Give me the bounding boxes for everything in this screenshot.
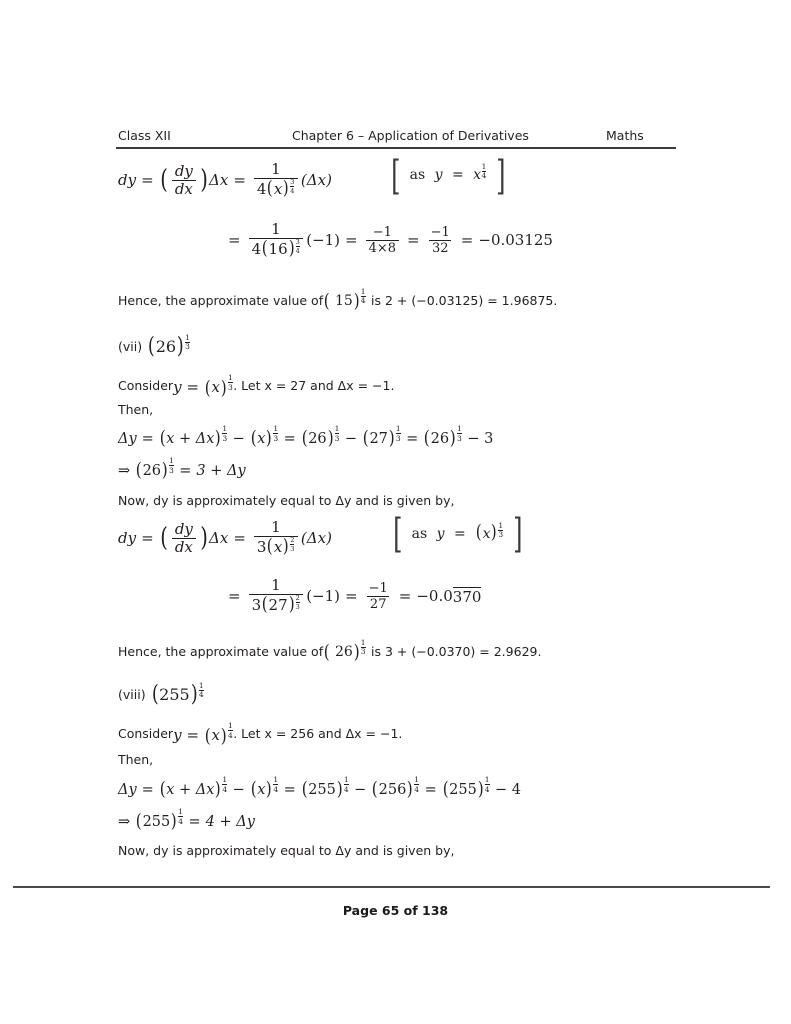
- header-divider: [116, 147, 676, 149]
- consider-vii-eq: =: [186, 378, 200, 396]
- bracket-exp-den-2: 3: [498, 530, 504, 540]
- bracket-content-2: as y = (x) $\frac{1}{3}$: [411, 520, 504, 544]
- bracket-base-2: x: [482, 526, 491, 543]
- eq2-f3-den: 32: [429, 240, 452, 255]
- eq2-f2-den: 4×8: [366, 240, 399, 255]
- eq3-tail: (Δx): [300, 529, 332, 547]
- consider-vii-expression: y = ( x ) $\frac{1}{3}$: [173, 373, 233, 399]
- eq1-tail: (Δx): [300, 171, 332, 189]
- dyv-t5-den: 3: [457, 433, 462, 443]
- eq1-frac-num: 1: [271, 160, 281, 178]
- consider-viii-suffix: . Let x = 256 and Δx = −1.: [233, 726, 403, 741]
- item-vii-exp-num: 1: [185, 332, 190, 342]
- dyv-minus-2: −: [344, 430, 358, 447]
- eq4-frac-den: 3(27) $\frac{2}{3}$: [249, 594, 304, 614]
- bracket-exp-num-1: 1: [481, 161, 487, 171]
- eq3-dydx-num: dy: [174, 519, 193, 538]
- impv-exp-num: 1: [168, 456, 174, 465]
- dyv-eq-3: =: [406, 430, 419, 447]
- dyw-t4-den: 4: [414, 784, 420, 794]
- dyw-minus-2: −: [354, 781, 367, 798]
- consider-viii-prefix: Consider: [118, 726, 174, 741]
- paren-close: ): [200, 522, 208, 553]
- dyv-t3-base: 26: [308, 430, 327, 447]
- bracket-left: [: [391, 153, 401, 199]
- eq2-den-coef: 4: [251, 240, 262, 258]
- hence1-suffix: is 2 + (−0.03125) = 1.96875.: [371, 293, 558, 309]
- bracket-right: ]: [512, 511, 523, 557]
- hence2-exp-num: 1: [360, 637, 366, 647]
- hence2-expression: ( 26 ) $\frac{1}{3}$: [323, 637, 366, 664]
- eq4-main-fraction: [249, 578, 304, 614]
- eq4-equals-2: =: [345, 587, 358, 605]
- consider-viii-expression: y = ( x ) $\frac{1}{4}$: [173, 721, 233, 747]
- eq3-frac-num: 1: [271, 518, 281, 536]
- eq2-den-base: 16: [268, 240, 288, 258]
- eq4-exp-num: 2: [295, 594, 300, 602]
- hence2-suffix: is 3 + (−0.0370) = 2.9629.: [371, 644, 542, 660]
- bracket-right: ]: [495, 153, 506, 199]
- eq2-exp-num: 3: [295, 238, 300, 246]
- then-label-2: Then,: [118, 752, 154, 767]
- delta-y-equation-vii: Δy = ( x + Δx ) $\frac{1}{3}$ − ( x ) $\frac{1}{3}$ = ( 26 ) $\frac{1}{3}$ − ( 27 ) $\frac{1}{3}$ = ( 26 ) $\frac{1}{3}$ − 3: [118, 424, 494, 450]
- eq2-equals: =: [228, 231, 241, 249]
- paren-close: ): [200, 164, 208, 195]
- dyv-minus-1: −: [232, 430, 245, 447]
- eq2-fraction-3: [428, 226, 453, 255]
- eq4-den-coef: 3: [251, 596, 262, 614]
- impw-exp-den: 4: [178, 816, 183, 826]
- dyw-t5-num: 1: [484, 775, 490, 784]
- equation-dy-quarter: [118, 162, 332, 198]
- eq2-equals-3: =: [407, 231, 420, 249]
- eq2-equals-4: =: [460, 231, 474, 249]
- eq2-exp-den: 4: [295, 246, 300, 255]
- bracket-as-1: as: [409, 167, 426, 184]
- dyv-t4-den: 3: [395, 433, 401, 443]
- eq4-den-base: 27: [268, 596, 288, 614]
- eq1-frac-den: 4(x) $\frac{3}{4}$: [254, 178, 298, 198]
- item-viii-base: 255: [159, 685, 190, 704]
- dyv-delta-y: Δy: [118, 430, 137, 447]
- eq4-exp-den: 3: [295, 602, 300, 611]
- hence2-exp-den: 3: [360, 647, 366, 657]
- dyw-t3-base: 255: [308, 781, 336, 798]
- eq2-result: −0.03125: [478, 231, 553, 249]
- eq1-exp-den: 4: [290, 186, 295, 195]
- bracket-exp-num-2: 1: [498, 520, 504, 530]
- dyw-t3-num: 1: [343, 775, 349, 784]
- item-viii: [118, 680, 204, 708]
- dyw-tail: − 4: [495, 781, 522, 798]
- consider-vii-suffix: . Let x = 27 and Δx = −1.: [233, 378, 395, 393]
- eq1-derivative-group: [159, 161, 209, 198]
- consider-viii-eq: =: [186, 726, 200, 744]
- bracket-note-1: [388, 153, 508, 199]
- implies-equation-vii: ⇒ ( 26 ) $\frac{1}{3}$ = 3 + Δy: [118, 456, 246, 482]
- dyv-tail: − 3: [467, 430, 494, 447]
- consider-vii-prefix: Consider: [118, 378, 174, 393]
- dyv-eq-2: =: [283, 430, 296, 447]
- eq2-multiplier: (−1): [306, 231, 341, 249]
- eq2-f2-num: −1: [372, 224, 392, 240]
- dyw-t2-den: 4: [273, 784, 279, 794]
- consider-viii-exp-num: 1: [227, 721, 233, 731]
- consider-line-vii: [118, 373, 395, 399]
- eq4-fraction-2: [366, 582, 391, 611]
- eq4-frac-num: 1: [271, 576, 281, 594]
- hence2-prefix: Hence, the approximate value of: [118, 644, 324, 660]
- impv-rhs: 3 + Δy: [196, 462, 246, 479]
- eq3-den-coef: 3: [256, 538, 267, 556]
- eq4-equals-3: =: [398, 587, 412, 605]
- dyv-t2-base: x: [257, 430, 266, 447]
- eq2-equals-2: =: [345, 231, 358, 249]
- eq3-equals: =: [141, 529, 154, 547]
- impv-base: 26: [142, 462, 162, 479]
- dyv-t3-den: 3: [334, 433, 340, 443]
- eq3-dy: dy: [118, 529, 137, 547]
- bracket-base-1: x: [473, 167, 482, 184]
- impv-exp-den: 3: [168, 465, 174, 475]
- hence1-base: 15: [334, 293, 353, 309]
- dyv-t3-num: 1: [334, 424, 340, 433]
- bracket-as-2: as: [411, 526, 428, 543]
- eq1-exp-num: 3: [290, 178, 295, 186]
- eq2-frac-den: 4(16) $\frac{3}{4}$: [249, 238, 304, 258]
- bracket-exp-den-1: 4: [481, 171, 487, 181]
- consider-vii-y: y: [173, 378, 182, 396]
- dyw-t2-base: x: [257, 781, 266, 798]
- eq1-dydx: [172, 161, 196, 198]
- bracket-group-1: [388, 153, 508, 199]
- consider-vii-exp-den: 3: [227, 382, 233, 392]
- eq2-main-fraction: [249, 222, 304, 258]
- impw-base: 255: [142, 813, 171, 830]
- bracket-note-2: [390, 511, 525, 557]
- equation-dy-third: [118, 520, 332, 556]
- eq3-dydx-den: dx: [172, 538, 196, 555]
- now-line-2: Now, dy is approximately equal to Δy and is given by,: [118, 843, 455, 858]
- eq3-derivative-group: [159, 519, 209, 556]
- footer-divider: [13, 886, 770, 888]
- item-viii-exp-den: 4: [198, 690, 204, 700]
- dyw-t1-base: x + Δx: [166, 781, 215, 798]
- item-viii-label: (viii): [118, 687, 146, 703]
- eq3-main-fraction: [254, 520, 298, 556]
- eq4-result-prefix: −0.0: [416, 587, 453, 605]
- delta-y-equation-viii: Δy = ( x + Δx ) $\frac{1}{4}$ − ( x ) $\frac{1}{4}$ = ( 255 ) $\frac{1}{4}$ − ( 256 ) $\frac{1}{4}$ = ( 255 ) $\frac{1}{4}$ − 4: [118, 775, 522, 801]
- dyw-eq-2: =: [283, 781, 296, 798]
- dyv-t5-num: 1: [457, 424, 462, 433]
- dyv-t1-den: 3: [222, 433, 228, 443]
- dyv-t2-num: 1: [273, 424, 279, 433]
- impw-eq: =: [188, 813, 201, 830]
- bracket-left: [: [393, 511, 403, 557]
- consider-vii-exp-num: 1: [227, 373, 233, 383]
- item-vii-expression: ( 26 ) $\frac{1}{3}$: [147, 332, 190, 360]
- dyw-t1-den: 4: [222, 784, 228, 794]
- dyw-t1-num: 1: [222, 775, 228, 784]
- dyv-t1-num: 1: [222, 424, 228, 433]
- eq3-frac-den: 3(x) $\frac{2}{3}$: [254, 536, 298, 556]
- eq1-equals-2: =: [233, 171, 246, 189]
- hence1-exp-num: 1: [360, 286, 366, 296]
- dyw-t5-den: 4: [484, 784, 490, 794]
- equation-evaluate-third: [228, 578, 481, 614]
- dyw-t2-num: 1: [273, 775, 279, 784]
- eq3-equals-2: =: [233, 529, 246, 547]
- eq1-main-fraction: [254, 162, 298, 198]
- consider-vii-base: x: [211, 378, 221, 396]
- eq3-dydx: [172, 519, 196, 556]
- eq4-repeating-digits: 370: [452, 587, 482, 606]
- dyw-minus-1: −: [232, 781, 245, 798]
- dyw-eq-1: =: [141, 781, 154, 798]
- eq2-frac-num: 1: [271, 220, 281, 238]
- impw-rhs: 4 + Δy: [205, 813, 255, 830]
- then-label-1: Then,: [118, 402, 154, 417]
- consider-viii-y: y: [173, 726, 182, 744]
- page-number: Page 65 of 138: [342, 903, 449, 918]
- hence1-prefix: Hence, the approximate value of: [118, 293, 324, 309]
- bracket-y-2: y: [436, 526, 445, 543]
- implies-equation-viii: ⇒ ( 255 ) $\frac{1}{4}$ = 4 + Δy: [118, 807, 255, 833]
- impw-exp-num: 1: [178, 807, 183, 816]
- bracket-y-1: y: [434, 167, 443, 184]
- hence-line-1: [118, 286, 558, 313]
- eq3-exp-num: 2: [290, 536, 295, 544]
- dyw-t3-den: 4: [343, 784, 349, 794]
- bracket-eq-1: =: [451, 167, 464, 184]
- now-line-1: Now, dy is approximately equal to Δy and is given by,: [118, 493, 455, 508]
- item-vii-label: (vii): [118, 339, 143, 355]
- hence1-exp-den: 4: [360, 296, 366, 306]
- item-viii-expression: ( 255 ) $\frac{1}{4}$: [151, 680, 204, 708]
- page-header: [118, 128, 676, 143]
- item-vii: [118, 332, 190, 360]
- dyv-t4-num: 1: [395, 424, 401, 433]
- equation-evaluate-quarter: [228, 222, 553, 258]
- dyv-t5-base: 26: [430, 430, 450, 447]
- eq1-den-base: x: [273, 180, 283, 198]
- header-chapter: Chapter 6 – Application of Derivatives: [292, 128, 529, 143]
- paren-open: (: [159, 522, 168, 553]
- eq4-f2-num: −1: [368, 580, 388, 596]
- header-subject: Maths: [606, 128, 644, 143]
- dyw-eq-3: =: [424, 781, 437, 798]
- eq4-equals: =: [228, 587, 241, 605]
- eq1-dydx-num: dy: [174, 161, 193, 180]
- eq3-den-base: x: [273, 538, 283, 556]
- dyw-t4-num: 1: [414, 775, 420, 784]
- consider-viii-base: x: [211, 726, 221, 744]
- eq4-multiplier: (−1): [306, 587, 341, 605]
- eq1-equals: =: [141, 171, 154, 189]
- dyv-t4-base: 27: [369, 430, 388, 447]
- eq1-dydx-den: dx: [172, 180, 196, 197]
- header-class: Class XII: [118, 128, 171, 143]
- consider-line-viii: [118, 721, 403, 747]
- eq3-delta-x: Δx: [209, 529, 229, 547]
- dyv-t1-base: x + Δx: [166, 430, 215, 447]
- dyw-t5-base: 255: [449, 781, 477, 798]
- dyw-delta-y: Δy: [118, 781, 137, 798]
- bracket-content-1: [404, 161, 493, 184]
- paren-open: (: [159, 164, 168, 195]
- eq1-dy: dy: [118, 171, 137, 189]
- hence-line-2: [118, 637, 542, 664]
- dyw-t4-base: 256: [378, 781, 407, 798]
- eq4-f2-den: 27: [367, 596, 390, 611]
- eq1-den-coef: 4: [256, 180, 267, 198]
- item-vii-exp-den: 3: [185, 342, 190, 352]
- hence2-base: 26: [334, 644, 353, 660]
- hence1-expression: ( 15 ) $\frac{1}{4}$: [323, 286, 366, 313]
- dyv-eq-1: =: [141, 430, 154, 447]
- bracket-eq-2: =: [453, 526, 466, 543]
- impv-arrow: ⇒: [118, 462, 131, 479]
- eq2-fraction-2: [366, 226, 399, 255]
- consider-viii-exp-den: 4: [227, 730, 233, 740]
- eq1-delta-x: Δx: [209, 171, 229, 189]
- bracket-group-2: [390, 511, 525, 557]
- impw-arrow: ⇒: [118, 813, 131, 830]
- item-vii-base: 26: [155, 337, 177, 356]
- impv-eq: =: [179, 462, 192, 479]
- item-viii-exp-num: 1: [198, 680, 204, 690]
- eq3-exp-den: 3: [290, 544, 295, 553]
- eq2-f3-num: −1: [430, 224, 450, 240]
- dyv-t2-den: 3: [273, 433, 279, 443]
